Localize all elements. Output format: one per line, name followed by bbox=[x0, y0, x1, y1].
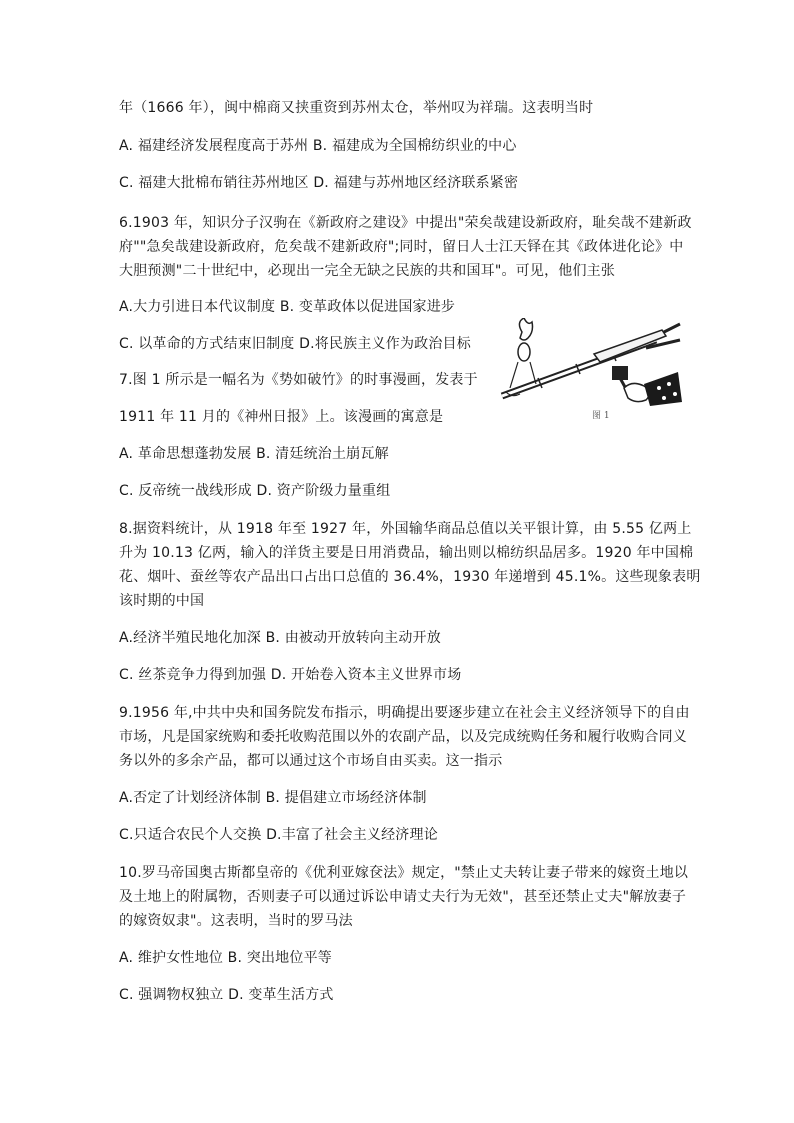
q6-options-ab: A.大力引进日本代议制度 B. 变革政体以促进国家进步 bbox=[119, 299, 456, 315]
q9-options-cd: C.只适合农民个人交换 D.丰富了社会主义经济理论 bbox=[119, 827, 438, 843]
q8-options-ab: A.经济半殖民地化加深 B. 由被动开放转向主动开放 bbox=[119, 630, 441, 646]
q5-stem-continuation: 年（1666 年），闽中棉商又挟重资到苏州太仓，举州叹为祥瑞。这表明当时 bbox=[119, 100, 594, 116]
q8-stem-line: 升为 10.13 亿两，输入的洋货主要是日用消费品，输出则以棉纺织品居多。1920 年中国棉 bbox=[119, 545, 694, 561]
q10-options-cd: C. 强调物权独立 D. 变革生活方式 bbox=[119, 987, 334, 1003]
q9-stem-line: 务以外的多余产品，都可以通过这个市场自由买卖。这一指示 bbox=[119, 753, 503, 769]
split-bamboo-cartoon bbox=[494, 318, 684, 410]
q10-options-ab: A. 维护女性地位 B. 突出地位平等 bbox=[119, 950, 332, 966]
q7-options-cd: C. 反帝统一战线形成 D. 资产阶级力量重组 bbox=[119, 483, 391, 499]
q8-stem-line: 该时期的中国 bbox=[119, 593, 205, 609]
q6-stem-line: 6.1903 年，知识分子汉驹在《新政府之建设》中提出"荣矣哉建设新政府，耻矣哉不建新政 bbox=[119, 215, 692, 231]
q6-options-cd: C. 以革命的方式结束旧制度 D.将民族主义作为政治目标 bbox=[119, 336, 471, 352]
q9-stem-line: 市场，凡是国家统购和委托收购范围以外的农副产品，以及完成统购任务和履行收购合同义 bbox=[119, 729, 687, 745]
q7-stem-line: 1911 年 11 月的《神州日报》上。该漫画的寓意是 bbox=[119, 409, 444, 425]
q8-stem-line: 花、烟叶、蚕丝等农产品出口占出口总值的 36.4%，1930 年递增到 45.1%。这些现象表明 bbox=[119, 569, 701, 585]
cartoon-figure bbox=[494, 318, 684, 410]
q6-stem-line: 府""急矣哉建设新政府，危矣哉不建新政府";同时，留日人士江天铎在其《政体进化论》中 bbox=[119, 239, 684, 255]
figure-caption: 图 1 bbox=[592, 411, 610, 421]
q8-options-cd: C. 丝茶竞争力得到加强 D. 开始卷入资本主义世界市场 bbox=[119, 667, 462, 683]
q6-stem-line: 大胆预测"二十世纪中，必现出一完全无缺之民族的共和国耳"。可见，他们主张 bbox=[119, 263, 616, 279]
q10-stem-line: 10.罗马帝国奥古斯都皇帝的《优利亚嫁奁法》规定，"禁止丈夫转让妻子带来的嫁资土地以 bbox=[119, 865, 689, 881]
q5-options-cd: C. 福建大批棉布销往苏州地区 D. 福建与苏州地区经济联系紧密 bbox=[119, 175, 519, 191]
q7-stem-line: 7.图 1 所示是一幅名为《势如破竹》的时事漫画，发表于 bbox=[119, 372, 478, 388]
q10-stem-line: 的嫁资奴隶"。这表明，当时的罗马法 bbox=[119, 913, 353, 929]
q9-options-ab: A.否定了计划经济体制 B. 提倡建立市场经济体制 bbox=[119, 790, 427, 806]
q10-stem-line: 及土地上的附属物，否则妻子可以通过诉讼申请丈夫行为无效"，甚至还禁止丈夫"解放妻子 bbox=[119, 889, 687, 905]
q8-stem-line: 8.据资料统计，从 1918 年至 1927 年，外国输华商品总值以关平银计算，由 5.55 亿两上 bbox=[119, 521, 692, 537]
q9-stem-line: 9.1956 年,中共中央和国务院发布指示，明确提出要逐步建立在社会主义经济领导下的自由 bbox=[119, 705, 690, 721]
q5-options-ab: A. 福建经济发展程度高于苏州 B. 福建成为全国棉纺织业的中心 bbox=[119, 138, 517, 154]
q7-options-ab: A. 革命思想蓬勃发展 B. 清廷统治土崩瓦解 bbox=[119, 446, 389, 462]
